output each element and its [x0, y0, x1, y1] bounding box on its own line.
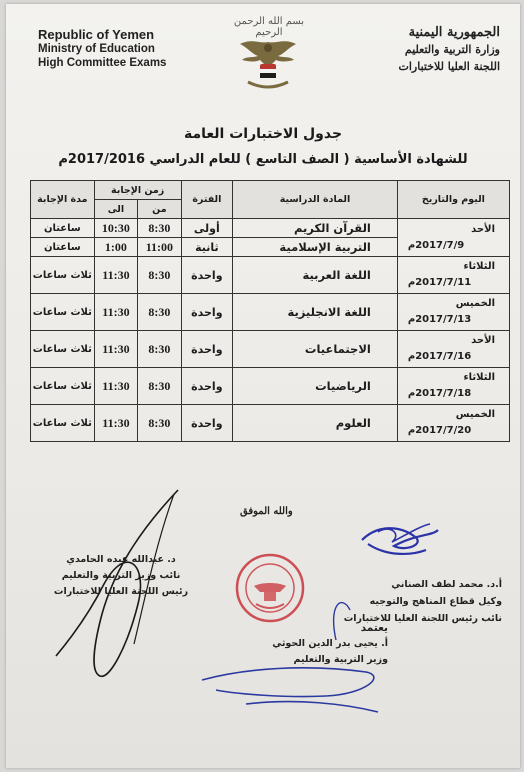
signature-block-left — [36, 552, 206, 600]
duration-cell: ساعتان — [31, 219, 95, 238]
period-cell: واحدة — [181, 368, 233, 405]
table-row — [31, 257, 510, 294]
header-slogan: بسم الله الرحمن الرحيم — [233, 16, 305, 38]
signatory-title: نائب رئيس اللجنة العليا للاختبارات — [343, 613, 502, 624]
day-date: 2017/7/16م — [407, 351, 472, 362]
to-cell: 11:30 — [94, 331, 137, 368]
table-row — [31, 405, 510, 442]
yemen-emblem-icon — [234, 34, 302, 94]
day-cell — [397, 405, 509, 442]
header-english — [38, 28, 198, 70]
header-from: من — [138, 200, 181, 219]
day-date: 2017/7/9م — [407, 239, 465, 251]
day-name: الثلاثاء — [463, 261, 495, 272]
header-duration: مدة الإجابة — [31, 181, 95, 219]
header-country: Republic of Yemen — [38, 27, 155, 42]
from-cell: 8:30 — [138, 368, 181, 405]
header-day-date: اليوم والتاريخ — [397, 181, 509, 219]
header-answer-time: زمن الإجابة — [94, 181, 181, 200]
to-cell: 11:30 — [94, 368, 137, 405]
day-cell — [397, 219, 509, 257]
table-row — [31, 219, 510, 238]
subject-cell: اللغة الانجليزية — [233, 294, 398, 331]
from-cell: 8:30 — [138, 257, 181, 294]
document-subtitle: للشهادة الأساسية ( الصف التاسع ) للعام الدراسي 2017/2016م — [58, 152, 468, 167]
to-cell: 11:30 — [94, 405, 137, 442]
subject-cell: القرآن الكريم — [233, 219, 398, 238]
subject-cell: الاجتماعيات — [233, 331, 398, 368]
day-date: 2017/7/13م — [407, 314, 472, 325]
header-subject: المادة الدراسية — [233, 181, 398, 219]
signatory-name: أ.د. محمد لطف الصناني — [391, 579, 502, 590]
subject-cell: العلوم — [233, 405, 398, 442]
to-cell: 1:00 — [94, 238, 137, 257]
document-page — [6, 4, 520, 768]
period-cell: واحدة — [181, 294, 233, 331]
day-cell — [397, 331, 509, 368]
header-committee-ar: اللجنة العليا للاختبارات — [398, 60, 500, 73]
table-row — [31, 294, 510, 331]
signature-block-center — [238, 620, 388, 668]
header-ministry: Ministry of Education — [38, 43, 155, 55]
to-cell: 10:30 — [94, 219, 137, 238]
duration-cell: ساعتان — [31, 238, 95, 257]
approval-label: يعتمد — [360, 622, 388, 634]
document-title: جدول الاختبارات العامة — [183, 126, 343, 142]
header-committee: High Committee Exams — [38, 57, 167, 69]
day-date: 2017/7/11م — [407, 277, 472, 288]
day-name: الأحد — [471, 223, 495, 235]
duration-cell: ثلاث ساعات — [31, 331, 95, 368]
from-cell: 8:30 — [138, 331, 181, 368]
signature-block-right — [312, 576, 502, 627]
day-cell — [397, 368, 509, 405]
table-row — [31, 368, 510, 405]
duration-cell: ثلاث ساعات — [31, 294, 95, 331]
signatory-name: أ. يحيى بدر الدين الحوثي — [272, 638, 388, 649]
signatory-title: وكيل قطاع المناهج والتوجيه — [369, 596, 502, 607]
from-cell: 8:30 — [138, 294, 181, 331]
duration-cell: ثلاث ساعات — [31, 405, 95, 442]
signatory-name: د. عبدالله عبده الحامدي — [66, 554, 176, 565]
table-row — [31, 331, 510, 368]
from-cell: 8:30 — [138, 219, 181, 238]
day-date: 2017/7/18م — [407, 388, 472, 399]
duration-cell: ثلاث ساعات — [31, 368, 95, 405]
header-country-ar: الجمهورية اليمنية — [408, 25, 500, 40]
day-cell — [397, 294, 509, 331]
signatory-title: رئيس اللجنة العليا للاختبارات — [53, 586, 189, 597]
day-cell — [397, 257, 509, 294]
subject-cell: اللغة العربية — [233, 257, 398, 294]
header-to: الى — [94, 200, 137, 219]
to-cell: 11:30 — [94, 294, 137, 331]
header-period: الفترة — [181, 181, 233, 219]
closing-phrase: والله الموفق — [240, 506, 293, 517]
period-cell: واحدة — [181, 405, 233, 442]
period-cell: أولى — [181, 219, 233, 238]
day-name: الأحد — [471, 335, 495, 346]
exam-schedule-table — [30, 180, 510, 442]
period-cell: واحدة — [181, 257, 233, 294]
signatory-title: وزير التربية والتعليم — [293, 654, 388, 665]
day-name: الخميس — [455, 409, 495, 420]
day-name: الخميس — [455, 298, 495, 309]
from-cell: 11:00 — [138, 238, 181, 257]
header-ministry-ar: وزارة التربية والتعليم — [404, 43, 500, 56]
subject-cell: التربية الإسلامية — [233, 238, 398, 257]
signatory-title: نائب وزير التربية والتعليم — [61, 570, 181, 581]
official-stamp-icon — [234, 552, 306, 624]
subject-cell: الرياضيات — [233, 368, 398, 405]
header-arabic — [330, 24, 500, 75]
day-name: الثلاثاء — [463, 372, 495, 383]
day-date: 2017/7/20م — [407, 425, 472, 436]
period-cell: واحدة — [181, 331, 233, 368]
duration-cell: ثلاث ساعات — [31, 257, 95, 294]
period-cell: ثانية — [181, 238, 233, 257]
from-cell: 8:30 — [138, 405, 181, 442]
to-cell: 11:30 — [94, 257, 137, 294]
